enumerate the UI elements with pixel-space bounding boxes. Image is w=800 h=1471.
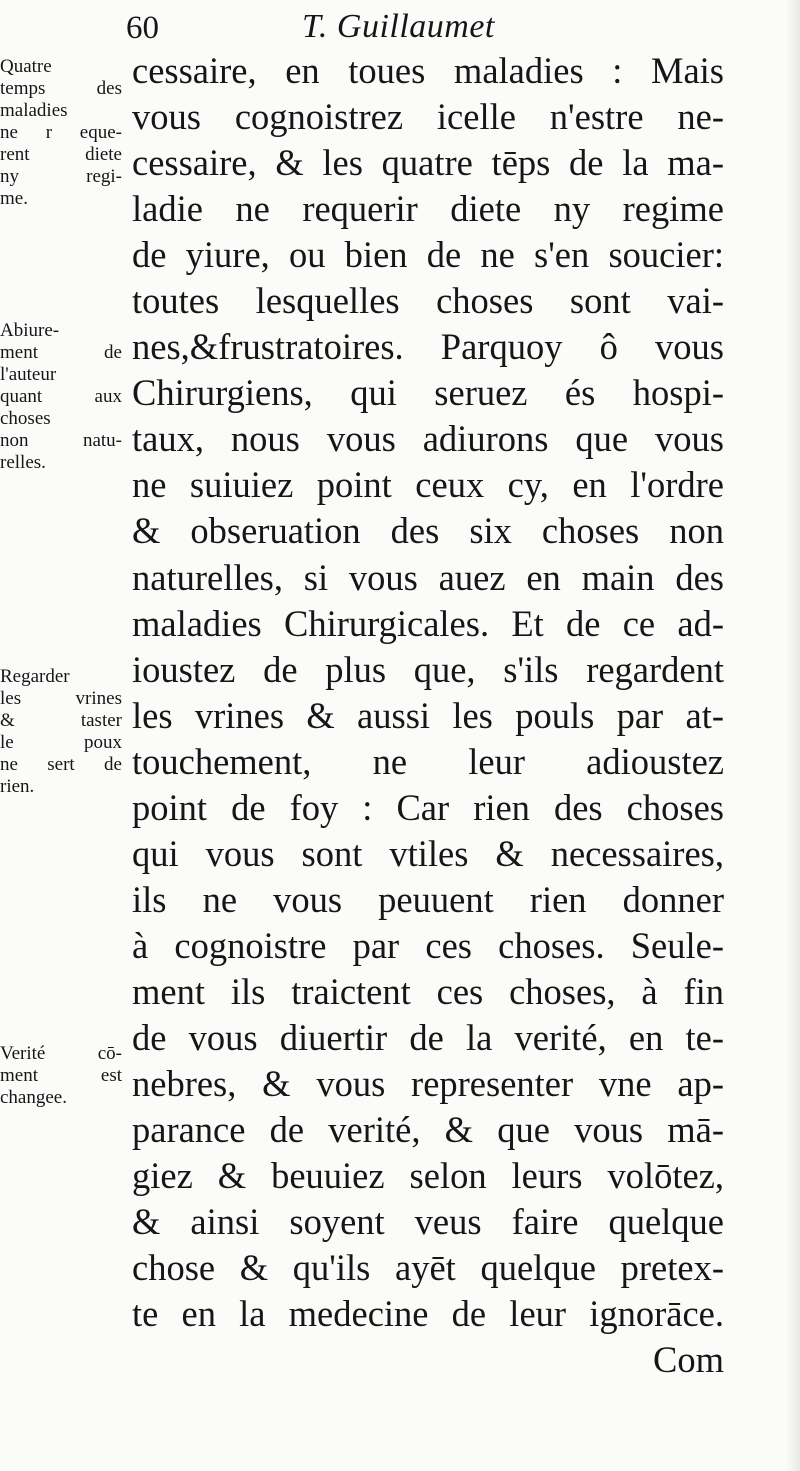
margin-note-line: ment de	[0, 342, 122, 363]
body-line: vous cognoistrez icelle n'estre ne-	[132, 96, 724, 138]
body-line: ils ne vous peuuent rien donner	[132, 878, 724, 920]
body-line: nes,&frustratoires. Parquoy ô vous	[132, 326, 724, 368]
body-line: parance de verité, & que vous mā-	[132, 1109, 724, 1151]
body-line: & obseruation des six choses non	[132, 510, 724, 552]
margin-note-line: Quatre	[0, 56, 52, 77]
body-line: à cognoistre par ces choses. Seule-	[132, 924, 724, 966]
margin-note-quatre-temps	[0, 56, 126, 210]
margin-note-line: changee.	[0, 1087, 67, 1108]
margin-note-abiurement	[0, 320, 126, 474]
body-line: naturelles, si vous auez en main des	[132, 556, 724, 598]
body-line: de yiure, ou bien de ne s'en soucier:	[132, 234, 724, 276]
margin-note-line: quant aux	[0, 386, 122, 407]
margin-note-line: & taster	[0, 710, 122, 731]
body-line: cessaire, & les quatre tēps de la ma-	[132, 142, 724, 184]
body-line: ladie ne requerir diete ny regime	[132, 188, 724, 230]
body-line: point de foy : Car rien des choses	[132, 786, 724, 828]
margin-note-line: Regarder	[0, 666, 70, 687]
body-line: ne suiuiez point ceux cy, en l'ordre	[132, 464, 724, 506]
body-line: te en la medecine de leur ignorāce.	[132, 1293, 724, 1335]
margin-note-line: ne sert de	[0, 754, 122, 775]
page-header	[0, 4, 800, 54]
body-line: les vrines & aussi les pouls par at-	[132, 694, 724, 736]
margin-note-line: le poux	[0, 732, 122, 753]
body-line: Chirurgiens, qui seruez és hospi-	[132, 372, 724, 414]
margin-note-line: me.	[0, 188, 28, 209]
running-head: T. Guillaumet	[302, 8, 495, 45]
margin-note-line: les vrines	[0, 688, 122, 709]
margin-note-regarder-vrines	[0, 666, 126, 798]
margin-note-line: rent diete	[0, 144, 122, 165]
margin-note-line: ny regi-	[0, 166, 122, 187]
catchword: Com	[653, 1339, 724, 1381]
margin-note-line: temps des	[0, 78, 122, 99]
body-line: qui vous sont vtiles & necessaires,	[132, 832, 724, 874]
margin-note-verite	[0, 1043, 126, 1109]
body-line: de vous diuertir de la verité, en te-	[132, 1016, 724, 1058]
body-line: cessaire, en toues maladies : Mais	[132, 50, 724, 91]
margin-note-line: Verité cō-	[0, 1043, 122, 1064]
body-line: chose & qu'ils ayēt quelque pretex-	[132, 1247, 724, 1289]
page-number: 60	[126, 10, 159, 46]
body-text	[132, 48, 724, 1383]
margin-note-line: rien.	[0, 776, 35, 797]
body-line: & ainsi soyent veus faire quelque	[132, 1201, 724, 1243]
body-line: touchement, ne leur adioustez	[132, 740, 724, 782]
page-edge-shadow	[786, 0, 800, 1471]
body-line: giez & beuuiez selon leurs volōtez,	[132, 1155, 724, 1197]
body-line: nebres, & vous representer vne ap-	[132, 1063, 724, 1105]
body-line: ioustez de plus que, s'ils regardent	[132, 648, 724, 690]
margin-note-line: maladies	[0, 100, 68, 121]
margin-note-line: ment est	[0, 1065, 122, 1086]
margin-note-line: ne r eque-	[0, 122, 122, 143]
margin-note-line: relles.	[0, 452, 46, 473]
body-line: toutes lesquelles choses sont vai-	[132, 280, 724, 322]
body-line: maladies Chirurgicales. Et de ce ad-	[132, 602, 724, 644]
body-line: taux, nous vous adiurons que vous	[132, 418, 724, 460]
margin-note-line: choses	[0, 408, 51, 429]
margin-note-line: l'auteur	[0, 364, 57, 385]
margin-note-line: Abiure-	[0, 320, 60, 341]
margin-note-line: non natu-	[0, 430, 122, 451]
body-line: ment ils traictent ces choses, à fin	[132, 970, 724, 1012]
